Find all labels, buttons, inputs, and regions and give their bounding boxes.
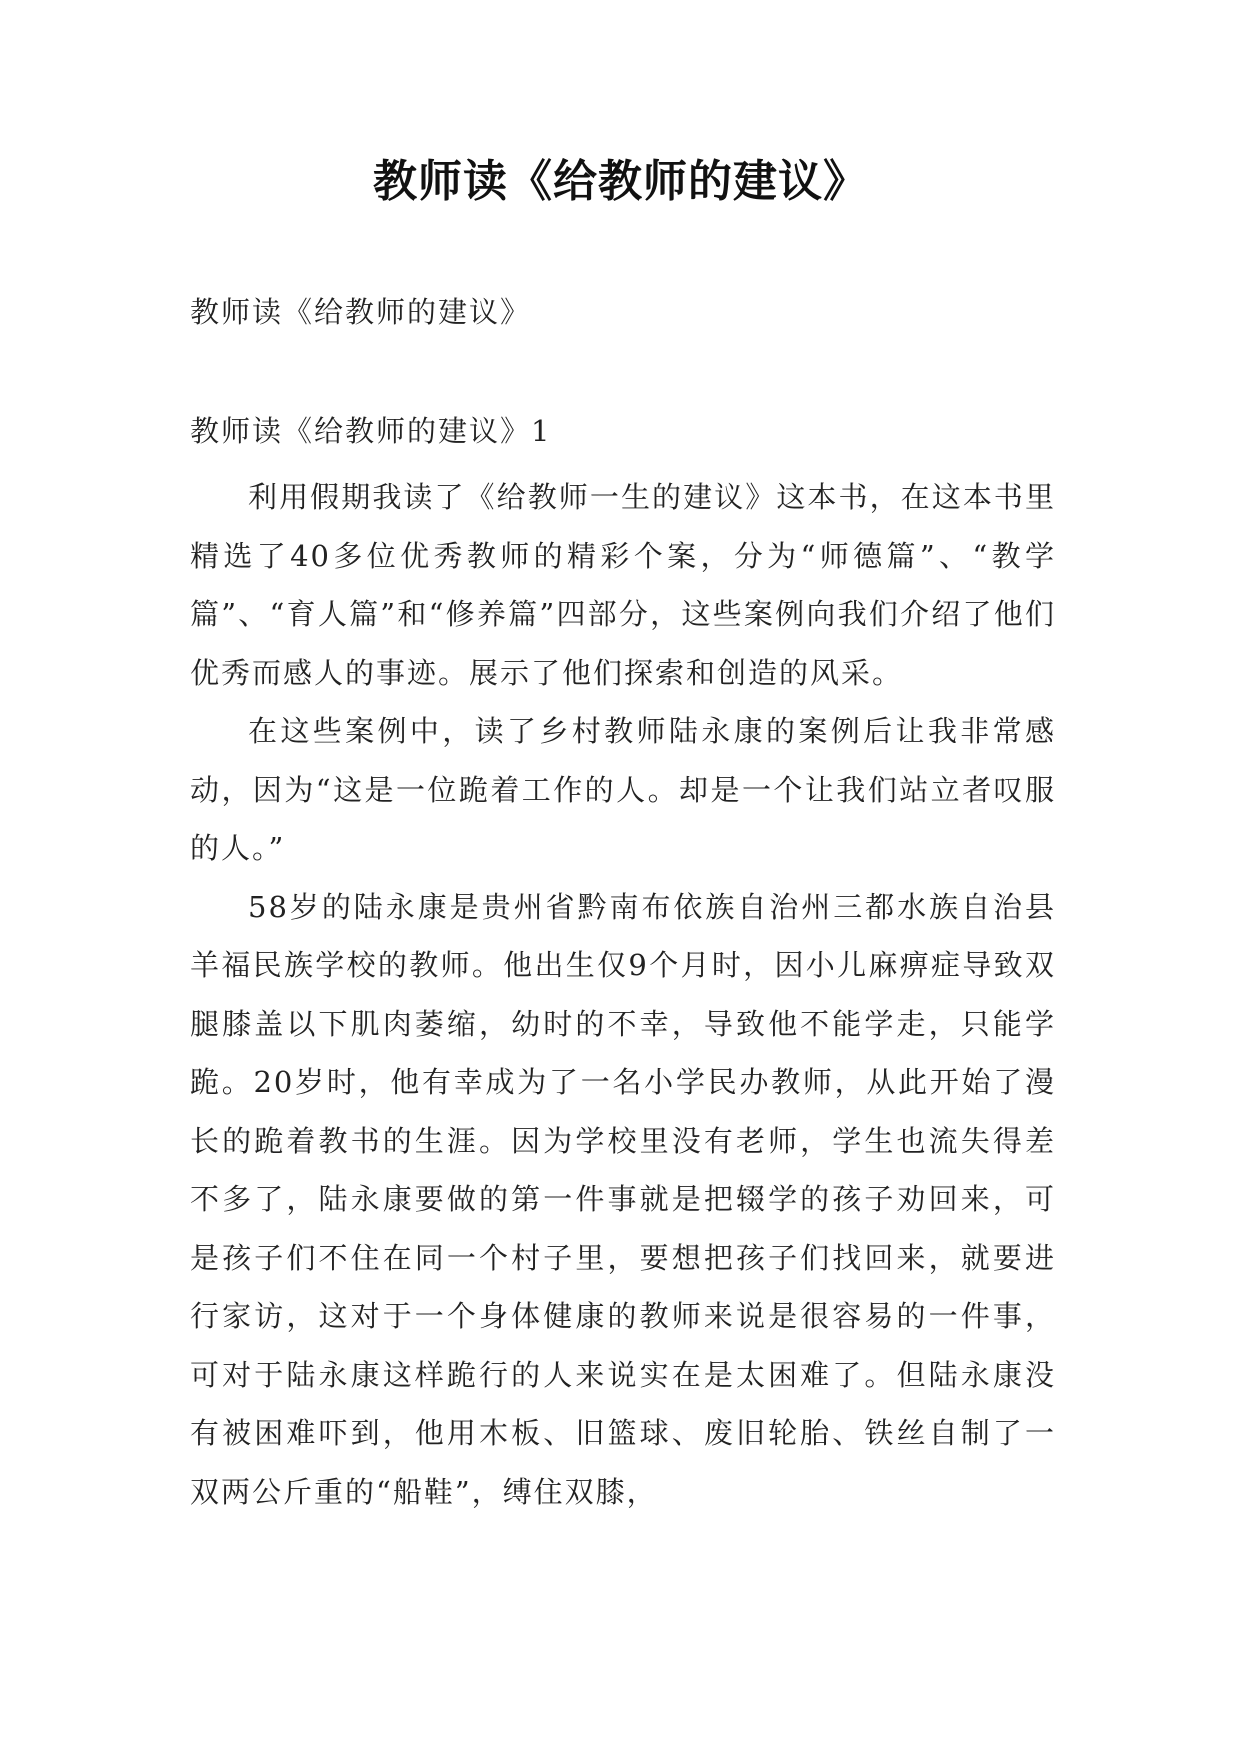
paragraph: 58岁的陆永康是贵州省黔南布依族自治州三都水族自治县羊福民族学校的教师。他出生仅9个月时，因小儿麻痹症导致双腿膝盖以下肌肉萎缩，幼时的不幸，导致他不能学走，只能学跪。20岁时，他有幸成为了一名小学民办教师，从此开始了漫长的跪着教书的生涯。因为学校里没有老师，学生也流失得差不多了，陆永康要做的第一件事就是把辍学的孩子劝回来，可是孩子们不住在同一个村子里，要想把孩子们找回来，就要进行家访，这对于一个身体健康的教师来说是很容易的一件事，可对于陆永康这样跪行的人来说实在是太困难了。但陆永康没有被困难吓到，他用木板、旧篮球、废旧轮胎、铁丝自制了一双两公斤重的“船鞋”，缚住双膝， — [190, 889, 1056, 1509]
section-heading: 教师读《给教师的建议》1 — [190, 414, 552, 448]
paragraph: 在这些案例中，读了乡村教师陆永康的案例后让我非常感动，因为“这是一位跪着工作的人。却是一个让我们站立者叹服的人。” — [190, 714, 1056, 865]
document-title: 教师读《给教师的建议》 — [373, 156, 868, 207]
document-subtitle: 教师读《给教师的建议》 — [190, 295, 532, 329]
article-body — [190, 468, 1056, 1521]
paragraph: 利用假期我读了《给教师一生的建议》这本书，在这本书里精选了40多位优秀教师的精彩个案，分为“师德篇”、“教学篇”、“育人篇”和“修养篇”四部分，这些案例向我们介绍了他们优秀而感人的事迹。展示了他们探索和创造的风采。 — [190, 480, 1056, 690]
